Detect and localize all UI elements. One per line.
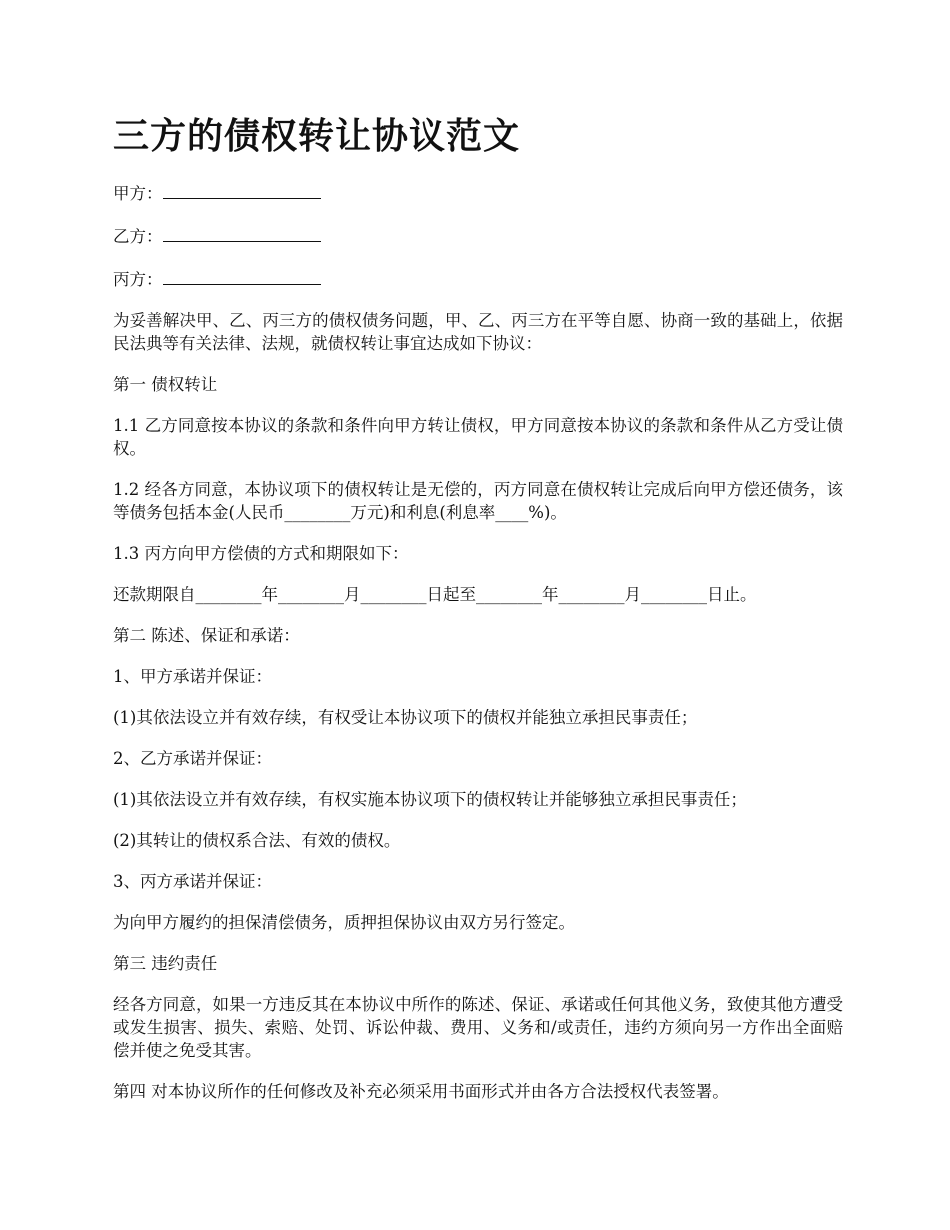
repayment-period: 还款期限自________年________月________日起至________年________月________日止。 — [113, 585, 757, 604]
party-b-label: 乙方： — [113, 227, 163, 246]
preamble-paragraph: 为妥善解决甲、乙、丙三方的债权债务问题，甲、乙、丙三方在平等自愿、协商一致的基础上，依据民法典等有关法律、法规，就债权转让事宜达成如下协议： — [113, 311, 843, 353]
clause-1-3: 1.3 丙方向甲方偿债的方式和期限如下： — [113, 544, 409, 563]
clause-1-2: 1.2 经各方同意，本协议项下的债权转让是无偿的，丙方同意在债权转让完成后向甲方偿还债务，该等债务包括本金(人民币________万元)和利息(利息率____%)。 — [113, 480, 843, 522]
clause-1-1: 1.1 乙方同意按本协议的条款和条件向甲方转让债权，甲方同意按本协议的条款和条件从乙方受让债权。 — [113, 416, 843, 458]
party-b-blank — [163, 223, 321, 242]
party-a-undertaking-heading: 1、甲方承诺并保证： — [113, 667, 272, 686]
party-a-blank — [163, 180, 321, 199]
section-3-heading: 第三 违约责任 — [113, 954, 218, 973]
section-3-body: 经各方同意，如果一方违反其在本协议中所作的陈述、保证、承诺或任何其他义务，致使其他方遭受或发生损害、损失、索赔、处罚、诉讼仲裁、费用、义务和/或责任，违约方须向另一方作出全面赔偿并使之免受其害。 — [113, 995, 843, 1060]
party-a-undertaking-1: (1)其依法设立并有效存续，有权受让本协议项下的债权并能独立承担民事责任； — [113, 708, 698, 727]
party-a-label: 甲方： — [113, 184, 163, 203]
party-c-line — [113, 266, 843, 291]
party-b-undertaking-1: (1)其依法设立并有效存续，有权实施本协议项下的债权转让并能够独立承担民事责任； — [113, 790, 747, 809]
section-4-body: 第四 对本协议所作的任何修改及补充必须采用书面形式并由各方合法授权代表签署。 — [113, 1082, 729, 1101]
party-a-line — [113, 180, 843, 205]
party-c-undertaking-1: 为向甲方履约的担保清偿债务，质押担保协议由双方另行签定。 — [113, 913, 575, 932]
section-1-heading: 第一 债权转让 — [113, 375, 218, 394]
party-c-undertaking-heading: 3、丙方承诺并保证： — [113, 872, 272, 891]
document-title: 三方的债权转让协议范文 — [113, 115, 521, 157]
document-page — [113, 112, 843, 1121]
party-b-undertaking-heading: 2、乙方承诺并保证： — [113, 749, 272, 768]
party-b-line — [113, 223, 843, 248]
section-2-heading: 第二 陈述、保证和承诺： — [113, 626, 300, 645]
party-b-undertaking-2: (2)其转让的债权系合法、有效的债权。 — [113, 831, 401, 850]
party-c-blank — [163, 266, 321, 285]
party-c-label: 丙方： — [113, 270, 163, 289]
